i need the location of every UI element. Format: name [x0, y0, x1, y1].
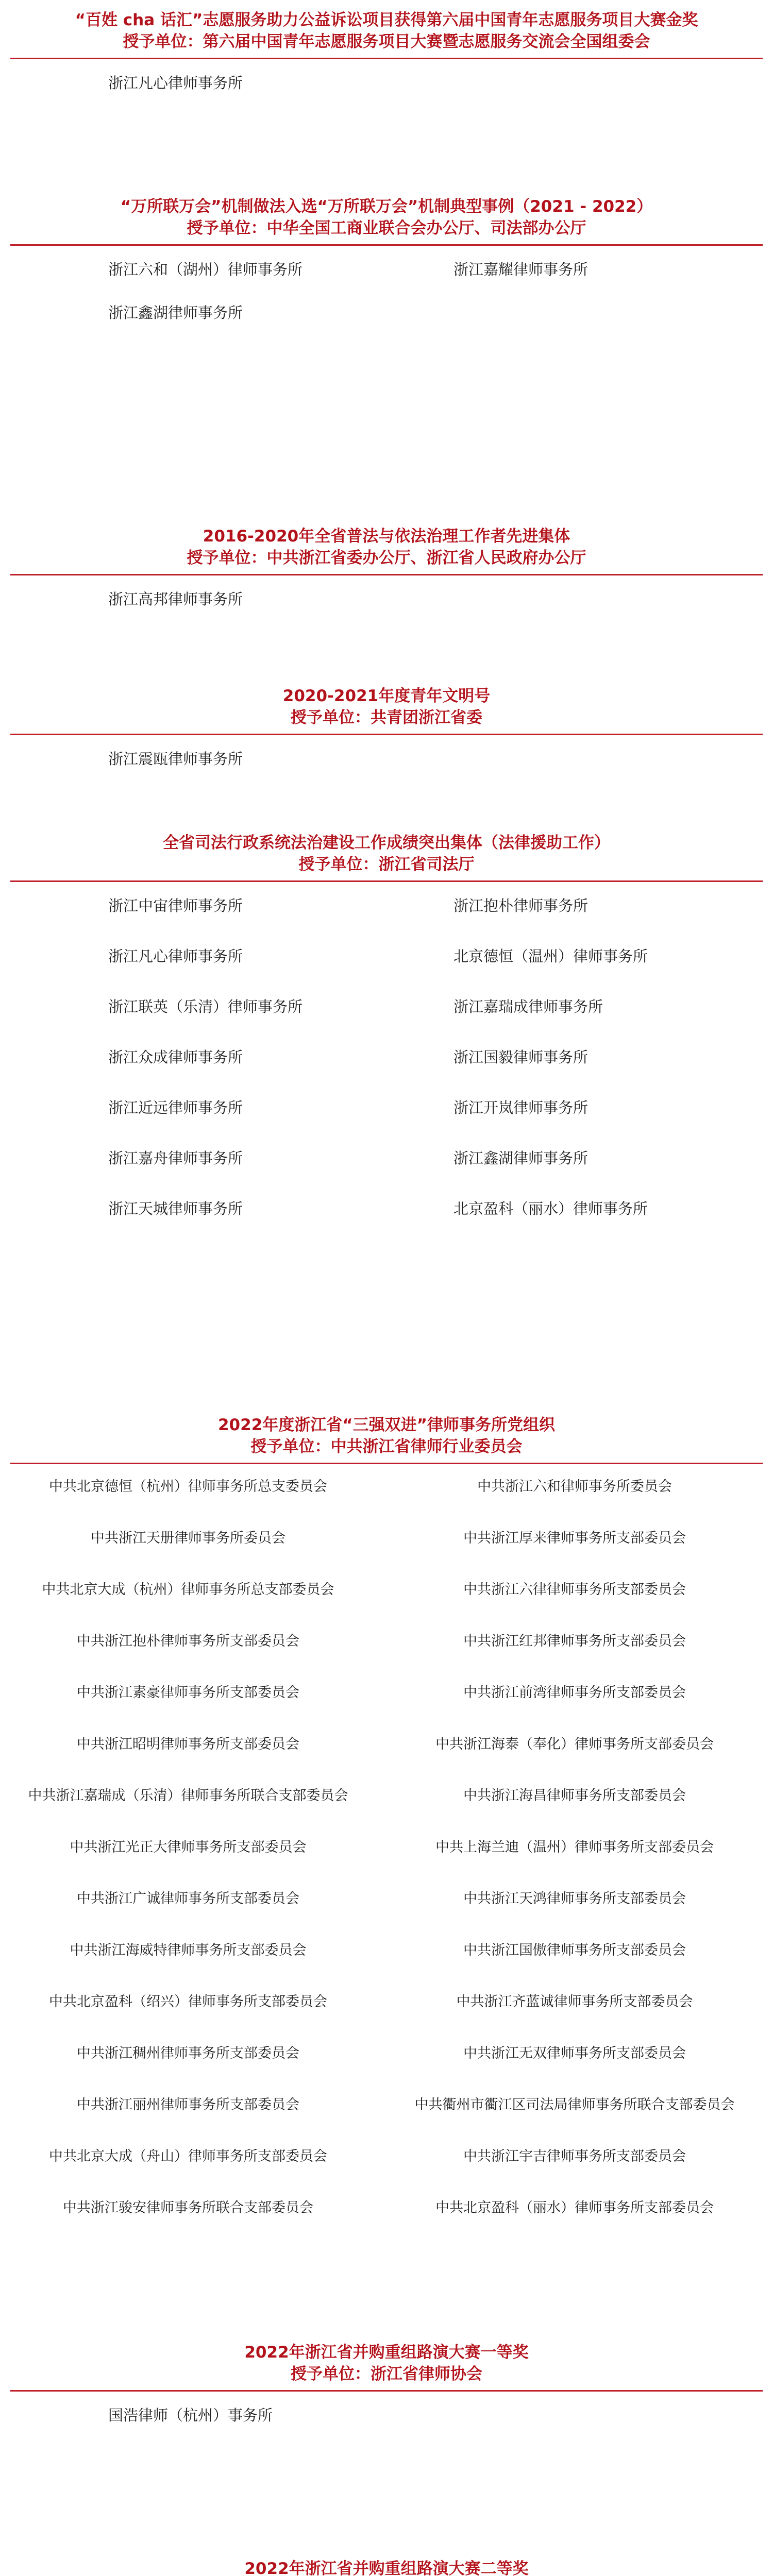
recipient-name: 中共浙江齐蓝诚律师事务所支部委员会: [456, 1994, 693, 2010]
grantor-label: 授予单位：: [298, 855, 379, 874]
recipient-name: 中共北京盈科（绍兴）律师事务所支部委员会: [49, 1994, 327, 2010]
recipient-name: 中共上海兰迪（温州）律师事务所支部委员会: [435, 1839, 714, 1855]
award-grantor: [10, 707, 763, 728]
award-section: [0, 196, 773, 346]
recipient-name: 中共浙江无双律师事务所支部委员会: [463, 2045, 686, 2061]
recipient-name: 中共北京德恒（杭州）律师事务所总支委员会: [49, 1479, 327, 1495]
award-grantor: [10, 547, 763, 569]
award-title: 2022年浙江省并购重组路演大赛一等奖: [244, 2343, 529, 2362]
award-header: [10, 832, 763, 882]
recipient-name: 浙江六和（湖州）律师事务所: [108, 261, 303, 278]
recipient-list: [0, 589, 773, 625]
recipient-name: 中共衢州市衢江区司法局律师事务所联合支部委员会: [414, 2097, 735, 2113]
award-title: 2022年度浙江省“三强双进”律师事务所党组织: [217, 1416, 556, 1434]
grantor-label: 授予单位：: [250, 1437, 331, 1456]
recipient-name: 中共浙江骏安律师事务所联合支部委员会: [63, 2200, 313, 2216]
recipient-name: 中共浙江前湾律师事务所支部委员会: [463, 1685, 686, 1701]
grantor-label: 授予单位：: [291, 708, 371, 727]
award-grantor: [10, 31, 763, 53]
award-title: 2020-2021年度青年文明号: [282, 687, 491, 705]
grantor-label: 授予单位：: [291, 2365, 371, 2383]
recipient-name: 中共浙江稠州律师事务所支部委员会: [77, 2045, 299, 2061]
recipient-name: 中共浙江丽州律师事务所支部委员会: [77, 2097, 299, 2113]
grantor-name: 中共浙江省委办公厅、浙江省人民政府办公厅: [266, 549, 586, 567]
recipient-list: [0, 73, 773, 109]
recipient-name: 浙江近远律师事务所: [108, 1099, 243, 1116]
recipient-name: 中共北京大成（舟山）律师事务所支部委员会: [49, 2148, 327, 2164]
recipient-list: [0, 1478, 773, 2250]
recipient-name: 浙江凡心律师事务所: [108, 74, 243, 92]
recipient-name: 浙江嘉瑞成律师事务所: [453, 998, 603, 1015]
recipient-name: 中共浙江海昌律师事务所支部委员会: [463, 1788, 686, 1804]
award-section: [0, 1414, 773, 2250]
award-section: [0, 526, 773, 625]
grantor-name: 中华全国工商业联合会办公厅、司法部办公厅: [266, 219, 586, 238]
award-title: 2022年浙江省并购重组路演大赛二等奖: [244, 2560, 529, 2576]
recipient-name: 中共浙江天鸿律师事务所支部委员会: [463, 1891, 686, 1907]
recipient-name: 浙江凡心律师事务所: [108, 947, 243, 965]
recipient-name: 浙江震瓯律师事务所: [108, 750, 243, 768]
award-title: “百姓 cha 话汇”志愿服务助力公益诉讼项目获得第六届中国青年志愿服务项目大赛金奖: [75, 11, 698, 29]
recipient-name: 浙江高邦律师事务所: [108, 590, 243, 608]
recipient-name: 中共浙江嘉瑞成（乐清）律师事务所联合支部委员会: [28, 1788, 348, 1804]
award-header: [10, 2342, 763, 2392]
recipient-name: 中共浙江光正大律师事务所支部委员会: [70, 1839, 307, 1855]
recipient-name: 中共浙江海泰（奉化）律师事务所支部委员会: [435, 1736, 714, 1752]
award-section: [0, 2342, 773, 2441]
award-grantor: [10, 1436, 763, 1458]
award-section: [0, 9, 773, 109]
recipient-name: 中共浙江抱朴律师事务所支部委员会: [77, 1633, 299, 1649]
recipient-name: 中共北京大成（杭州）律师事务所总支部委员会: [42, 1582, 334, 1598]
recipient-name: 浙江鑫湖律师事务所: [108, 304, 243, 321]
award-grantor: [10, 854, 763, 875]
recipient-name: 浙江众成律师事务所: [108, 1048, 243, 1066]
recipient-name: 浙江联英（乐清）律师事务所: [108, 998, 303, 1015]
grantor-name: 中共浙江省律师行业委员会: [330, 1437, 523, 1456]
recipient-name: 中共浙江天册律师事务所委员会: [91, 1530, 285, 1546]
recipient-name: 浙江中宙律师事务所: [108, 897, 243, 914]
award-header: [10, 526, 763, 575]
recipient-name: 北京盈科（丽水）律师事务所: [453, 1200, 648, 1217]
recipient-name: 中共北京盈科（丽水）律师事务所支部委员会: [435, 2200, 714, 2216]
recipient-name: 浙江嘉耀律师事务所: [453, 261, 589, 278]
award-section: [0, 685, 773, 785]
recipient-name: 中共浙江红邦律师事务所支部委员会: [463, 1633, 686, 1649]
recipient-name: 中共浙江六和律师事务所委员会: [477, 1479, 672, 1495]
grantor-name: 浙江省司法厅: [378, 855, 475, 874]
recipient-list: [0, 895, 773, 1249]
recipient-name: 中共浙江素豪律师事务所支部委员会: [77, 1685, 299, 1701]
grantor-name: 第六届中国青年志愿服务项目大赛暨志愿服务交流会全国组委会: [203, 32, 650, 51]
recipient-name: 浙江天城律师事务所: [108, 1200, 243, 1217]
recipient-name: 中共浙江宇吉律师事务所支部委员会: [463, 2148, 686, 2164]
grantor-label: 授予单位：: [187, 219, 267, 238]
award-title: “万所联万会”机制做法入选“万所联万会”机制典型事例（2021 - 2022）: [120, 197, 653, 216]
award-title: 2016-2020年全省普法与依法治理工作者先进集体: [203, 527, 570, 546]
recipient-name: 中共浙江国傲律师事务所支部委员会: [463, 1942, 686, 1958]
award-header: [10, 685, 763, 735]
award-section: [0, 832, 773, 1249]
grantor-label: 授予单位：: [123, 32, 203, 51]
award-header: [10, 2558, 763, 2576]
recipient-name: 中共浙江六律律师事务所支部委员会: [463, 1582, 686, 1598]
recipient-list: [0, 749, 773, 785]
grantor-name: 共青团浙江省委: [371, 708, 482, 727]
recipient-name: 国浩律师（杭州）事务所: [108, 2406, 273, 2424]
award-header: [10, 1414, 763, 1464]
recipient-name: 中共浙江昭明律师事务所支部委员会: [77, 1736, 299, 1752]
recipient-name: 浙江抱朴律师事务所: [453, 897, 589, 914]
recipient-name: 浙江鑫湖律师事务所: [453, 1149, 589, 1167]
recipient-list: [0, 259, 773, 346]
award-grantor: [10, 2363, 763, 2385]
award-grantor: [10, 217, 763, 239]
grantor-name: 浙江省律师协会: [371, 2365, 482, 2383]
recipient-name: 中共浙江广诚律师事务所支部委员会: [77, 1891, 299, 1907]
recipient-name: 中共浙江厚来律师事务所支部委员会: [463, 1530, 686, 1546]
award-section: [0, 2558, 773, 2576]
award-header: [10, 9, 763, 59]
recipient-list: [0, 2405, 773, 2441]
recipient-name: 北京德恒（温州）律师事务所: [453, 947, 648, 965]
grantor-label: 授予单位：: [187, 549, 267, 567]
recipient-name: 中共浙江海威特律师事务所支部委员会: [70, 1942, 307, 1958]
recipient-name: 浙江开岚律师事务所: [453, 1099, 589, 1116]
award-title: 全省司法行政系统法治建设工作成绩突出集体（法律援助工作）: [163, 834, 610, 852]
award-header: [10, 196, 763, 246]
recipient-name: 浙江嘉舟律师事务所: [108, 1149, 243, 1167]
recipient-name: 浙江国毅律师事务所: [453, 1048, 589, 1066]
